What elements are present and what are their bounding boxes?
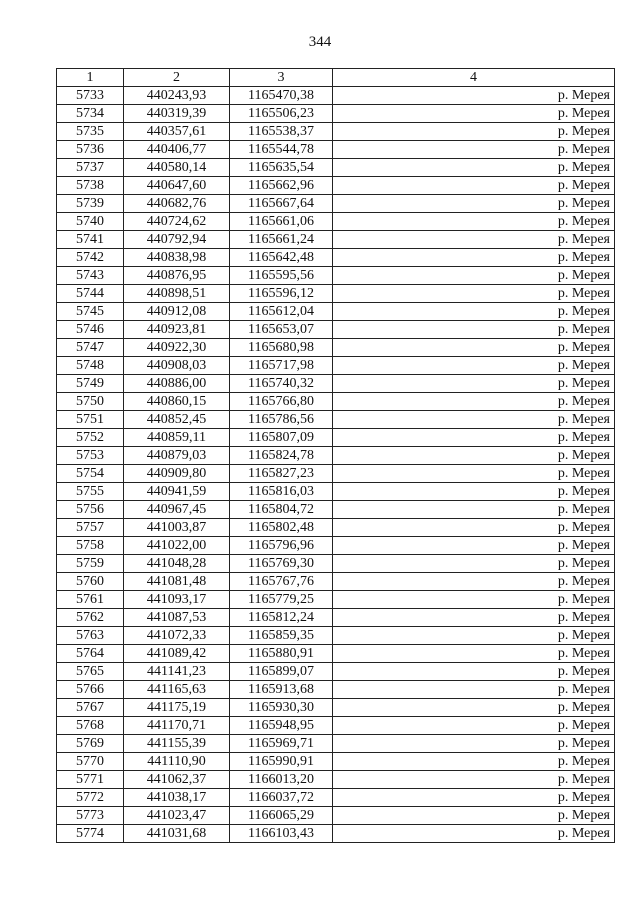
x-coordinate-cell: 440879,03 [124, 447, 230, 465]
table-row [57, 537, 615, 555]
table-row [57, 141, 615, 159]
point-number-cell: 5773 [57, 807, 124, 825]
x-coordinate-cell: 440922,30 [124, 339, 230, 357]
description-cell: р. Мерея [333, 105, 615, 123]
table-row [57, 231, 615, 249]
x-coordinate-cell: 440876,95 [124, 267, 230, 285]
x-coordinate-cell: 440859,11 [124, 429, 230, 447]
description-cell: р. Мерея [333, 429, 615, 447]
description-cell: р. Мерея [333, 609, 615, 627]
table-row [57, 573, 615, 591]
point-number-cell: 5756 [57, 501, 124, 519]
y-coordinate-cell: 1165796,96 [230, 537, 333, 555]
x-coordinate-cell: 440886,00 [124, 375, 230, 393]
x-coordinate-cell: 440912,08 [124, 303, 230, 321]
description-cell: р. Мерея [333, 519, 615, 537]
x-coordinate-cell: 440967,45 [124, 501, 230, 519]
table-row [57, 195, 615, 213]
point-number-cell: 5759 [57, 555, 124, 573]
description-cell: р. Мерея [333, 303, 615, 321]
y-coordinate-cell: 1165824,78 [230, 447, 333, 465]
description-cell: р. Мерея [333, 177, 615, 195]
y-coordinate-cell: 1165802,48 [230, 519, 333, 537]
point-number-cell: 5742 [57, 249, 124, 267]
x-coordinate-cell: 441141,23 [124, 663, 230, 681]
table-row [57, 519, 615, 537]
table-row [57, 483, 615, 501]
table-row [57, 609, 615, 627]
description-cell: р. Мерея [333, 339, 615, 357]
point-number-cell: 5768 [57, 717, 124, 735]
point-number-cell: 5754 [57, 465, 124, 483]
table-row [57, 159, 615, 177]
description-cell: р. Мерея [333, 753, 615, 771]
x-coordinate-cell: 440319,39 [124, 105, 230, 123]
column-header-2: 2 [124, 69, 230, 87]
description-cell: р. Мерея [333, 501, 615, 519]
x-coordinate-cell: 440406,77 [124, 141, 230, 159]
table-row [57, 123, 615, 141]
y-coordinate-cell: 1165948,95 [230, 717, 333, 735]
table-row [57, 375, 615, 393]
x-coordinate-cell: 441155,39 [124, 735, 230, 753]
y-coordinate-cell: 1165804,72 [230, 501, 333, 519]
x-coordinate-cell: 441038,17 [124, 789, 230, 807]
x-coordinate-cell: 441022,00 [124, 537, 230, 555]
y-coordinate-cell: 1165662,96 [230, 177, 333, 195]
y-coordinate-cell: 1165538,37 [230, 123, 333, 141]
point-number-cell: 5746 [57, 321, 124, 339]
column-header-3: 3 [230, 69, 333, 87]
x-coordinate-cell: 441072,33 [124, 627, 230, 645]
point-number-cell: 5755 [57, 483, 124, 501]
x-coordinate-cell: 441031,68 [124, 825, 230, 843]
table-row [57, 807, 615, 825]
y-coordinate-cell: 1165612,04 [230, 303, 333, 321]
x-coordinate-cell: 440580,14 [124, 159, 230, 177]
y-coordinate-cell: 1165899,07 [230, 663, 333, 681]
table-row [57, 591, 615, 609]
x-coordinate-cell: 440724,62 [124, 213, 230, 231]
table-row [57, 555, 615, 573]
point-number-cell: 5750 [57, 393, 124, 411]
table-row [57, 249, 615, 267]
description-cell: р. Мерея [333, 789, 615, 807]
x-coordinate-cell: 441081,48 [124, 573, 230, 591]
y-coordinate-cell: 1166013,20 [230, 771, 333, 789]
point-number-cell: 5762 [57, 609, 124, 627]
y-coordinate-cell: 1165635,54 [230, 159, 333, 177]
description-cell: р. Мерея [333, 231, 615, 249]
description-cell: р. Мерея [333, 591, 615, 609]
point-number-cell: 5763 [57, 627, 124, 645]
description-cell: р. Мерея [333, 807, 615, 825]
y-coordinate-cell: 1165816,03 [230, 483, 333, 501]
x-coordinate-cell: 440909,80 [124, 465, 230, 483]
y-coordinate-cell: 1165779,25 [230, 591, 333, 609]
header-row [57, 69, 615, 87]
x-coordinate-cell: 440838,98 [124, 249, 230, 267]
x-coordinate-cell: 441087,53 [124, 609, 230, 627]
y-coordinate-cell: 1165642,48 [230, 249, 333, 267]
table-header [57, 69, 615, 87]
description-cell: р. Мерея [333, 159, 615, 177]
x-coordinate-cell: 440908,03 [124, 357, 230, 375]
y-coordinate-cell: 1165661,24 [230, 231, 333, 249]
description-cell: р. Мерея [333, 537, 615, 555]
point-number-cell: 5739 [57, 195, 124, 213]
table-row [57, 105, 615, 123]
y-coordinate-cell: 1165769,30 [230, 555, 333, 573]
point-number-cell: 5765 [57, 663, 124, 681]
table-row [57, 321, 615, 339]
coordinates-table [56, 68, 615, 843]
x-coordinate-cell: 441110,90 [124, 753, 230, 771]
description-cell: р. Мерея [333, 573, 615, 591]
y-coordinate-cell: 1165740,32 [230, 375, 333, 393]
description-cell: р. Мерея [333, 627, 615, 645]
point-number-cell: 5733 [57, 87, 124, 105]
y-coordinate-cell: 1165859,35 [230, 627, 333, 645]
point-number-cell: 5744 [57, 285, 124, 303]
x-coordinate-cell: 441093,17 [124, 591, 230, 609]
x-coordinate-cell: 441170,71 [124, 717, 230, 735]
description-cell: р. Мерея [333, 771, 615, 789]
x-coordinate-cell: 440357,61 [124, 123, 230, 141]
table-row [57, 789, 615, 807]
y-coordinate-cell: 1165930,30 [230, 699, 333, 717]
y-coordinate-cell: 1165717,98 [230, 357, 333, 375]
description-cell: р. Мерея [333, 555, 615, 573]
description-cell: р. Мерея [333, 483, 615, 501]
x-coordinate-cell: 441023,47 [124, 807, 230, 825]
point-number-cell: 5769 [57, 735, 124, 753]
x-coordinate-cell: 441165,63 [124, 681, 230, 699]
y-coordinate-cell: 1165596,12 [230, 285, 333, 303]
x-coordinate-cell: 441062,37 [124, 771, 230, 789]
y-coordinate-cell: 1165990,91 [230, 753, 333, 771]
x-coordinate-cell: 440682,76 [124, 195, 230, 213]
x-coordinate-cell: 440792,94 [124, 231, 230, 249]
table-row [57, 465, 615, 483]
y-coordinate-cell: 1165595,56 [230, 267, 333, 285]
description-cell: р. Мерея [333, 321, 615, 339]
point-number-cell: 5741 [57, 231, 124, 249]
description-cell: р. Мерея [333, 411, 615, 429]
table-row [57, 285, 615, 303]
point-number-cell: 5749 [57, 375, 124, 393]
point-number-cell: 5767 [57, 699, 124, 717]
description-cell: р. Мерея [333, 87, 615, 105]
point-number-cell: 5734 [57, 105, 124, 123]
table-row [57, 213, 615, 231]
y-coordinate-cell: 1165506,23 [230, 105, 333, 123]
table-row [57, 825, 615, 843]
x-coordinate-cell: 440923,81 [124, 321, 230, 339]
y-coordinate-cell: 1165653,07 [230, 321, 333, 339]
x-coordinate-cell: 440852,45 [124, 411, 230, 429]
table-row [57, 447, 615, 465]
y-coordinate-cell: 1165680,98 [230, 339, 333, 357]
table-row [57, 393, 615, 411]
point-number-cell: 5738 [57, 177, 124, 195]
table-row [57, 735, 615, 753]
page-number: 344 [308, 34, 332, 50]
y-coordinate-cell: 1165661,06 [230, 213, 333, 231]
table-row [57, 357, 615, 375]
table-row [57, 87, 615, 105]
table-row [57, 429, 615, 447]
description-cell: р. Мерея [333, 717, 615, 735]
table-row [57, 717, 615, 735]
point-number-cell: 5766 [57, 681, 124, 699]
y-coordinate-cell: 1165827,23 [230, 465, 333, 483]
description-cell: р. Мерея [333, 465, 615, 483]
x-coordinate-cell: 440243,93 [124, 87, 230, 105]
point-number-cell: 5757 [57, 519, 124, 537]
table-row [57, 501, 615, 519]
description-cell: р. Мерея [333, 141, 615, 159]
y-coordinate-cell: 1165807,09 [230, 429, 333, 447]
table-row [57, 681, 615, 699]
point-number-cell: 5735 [57, 123, 124, 141]
x-coordinate-cell: 440860,15 [124, 393, 230, 411]
x-coordinate-cell: 440647,60 [124, 177, 230, 195]
point-number-cell: 5764 [57, 645, 124, 663]
description-cell: р. Мерея [333, 249, 615, 267]
x-coordinate-cell: 441048,28 [124, 555, 230, 573]
description-cell: р. Мерея [333, 699, 615, 717]
point-number-cell: 5758 [57, 537, 124, 555]
point-number-cell: 5740 [57, 213, 124, 231]
y-coordinate-cell: 1165766,80 [230, 393, 333, 411]
point-number-cell: 5736 [57, 141, 124, 159]
x-coordinate-cell: 440941,59 [124, 483, 230, 501]
x-coordinate-cell: 441175,19 [124, 699, 230, 717]
y-coordinate-cell: 1165786,56 [230, 411, 333, 429]
description-cell: р. Мерея [333, 393, 615, 411]
description-cell: р. Мерея [333, 267, 615, 285]
x-coordinate-cell: 440898,51 [124, 285, 230, 303]
table-row [57, 303, 615, 321]
point-number-cell: 5772 [57, 789, 124, 807]
description-cell: р. Мерея [333, 285, 615, 303]
description-cell: р. Мерея [333, 645, 615, 663]
table-row [57, 411, 615, 429]
y-coordinate-cell: 1165969,71 [230, 735, 333, 753]
point-number-cell: 5752 [57, 429, 124, 447]
point-number-cell: 5743 [57, 267, 124, 285]
description-cell: р. Мерея [333, 123, 615, 141]
point-number-cell: 5771 [57, 771, 124, 789]
description-cell: р. Мерея [333, 213, 615, 231]
table-body [57, 87, 615, 843]
column-header-4: 4 [333, 69, 615, 87]
description-cell: р. Мерея [333, 375, 615, 393]
point-number-cell: 5737 [57, 159, 124, 177]
table-row [57, 663, 615, 681]
point-number-cell: 5748 [57, 357, 124, 375]
y-coordinate-cell: 1166037,72 [230, 789, 333, 807]
table-row [57, 627, 615, 645]
y-coordinate-cell: 1166103,43 [230, 825, 333, 843]
table-row [57, 267, 615, 285]
description-cell: р. Мерея [333, 195, 615, 213]
y-coordinate-cell: 1166065,29 [230, 807, 333, 825]
point-number-cell: 5761 [57, 591, 124, 609]
x-coordinate-cell: 441089,42 [124, 645, 230, 663]
point-number-cell: 5770 [57, 753, 124, 771]
description-cell: р. Мерея [333, 681, 615, 699]
point-number-cell: 5747 [57, 339, 124, 357]
description-cell: р. Мерея [333, 663, 615, 681]
y-coordinate-cell: 1165880,91 [230, 645, 333, 663]
point-number-cell: 5745 [57, 303, 124, 321]
description-cell: р. Мерея [333, 357, 615, 375]
y-coordinate-cell: 1165667,64 [230, 195, 333, 213]
table-row [57, 753, 615, 771]
point-number-cell: 5751 [57, 411, 124, 429]
description-cell: р. Мерея [333, 447, 615, 465]
table-row [57, 645, 615, 663]
point-number-cell: 5760 [57, 573, 124, 591]
description-cell: р. Мерея [333, 735, 615, 753]
point-number-cell: 5753 [57, 447, 124, 465]
y-coordinate-cell: 1165812,24 [230, 609, 333, 627]
y-coordinate-cell: 1165767,76 [230, 573, 333, 591]
y-coordinate-cell: 1165544,78 [230, 141, 333, 159]
x-coordinate-cell: 441003,87 [124, 519, 230, 537]
y-coordinate-cell: 1165470,38 [230, 87, 333, 105]
table-row [57, 177, 615, 195]
table-row [57, 771, 615, 789]
table-row [57, 699, 615, 717]
column-header-1: 1 [57, 69, 124, 87]
y-coordinate-cell: 1165913,68 [230, 681, 333, 699]
description-cell: р. Мерея [333, 825, 615, 843]
point-number-cell: 5774 [57, 825, 124, 843]
table-row [57, 339, 615, 357]
